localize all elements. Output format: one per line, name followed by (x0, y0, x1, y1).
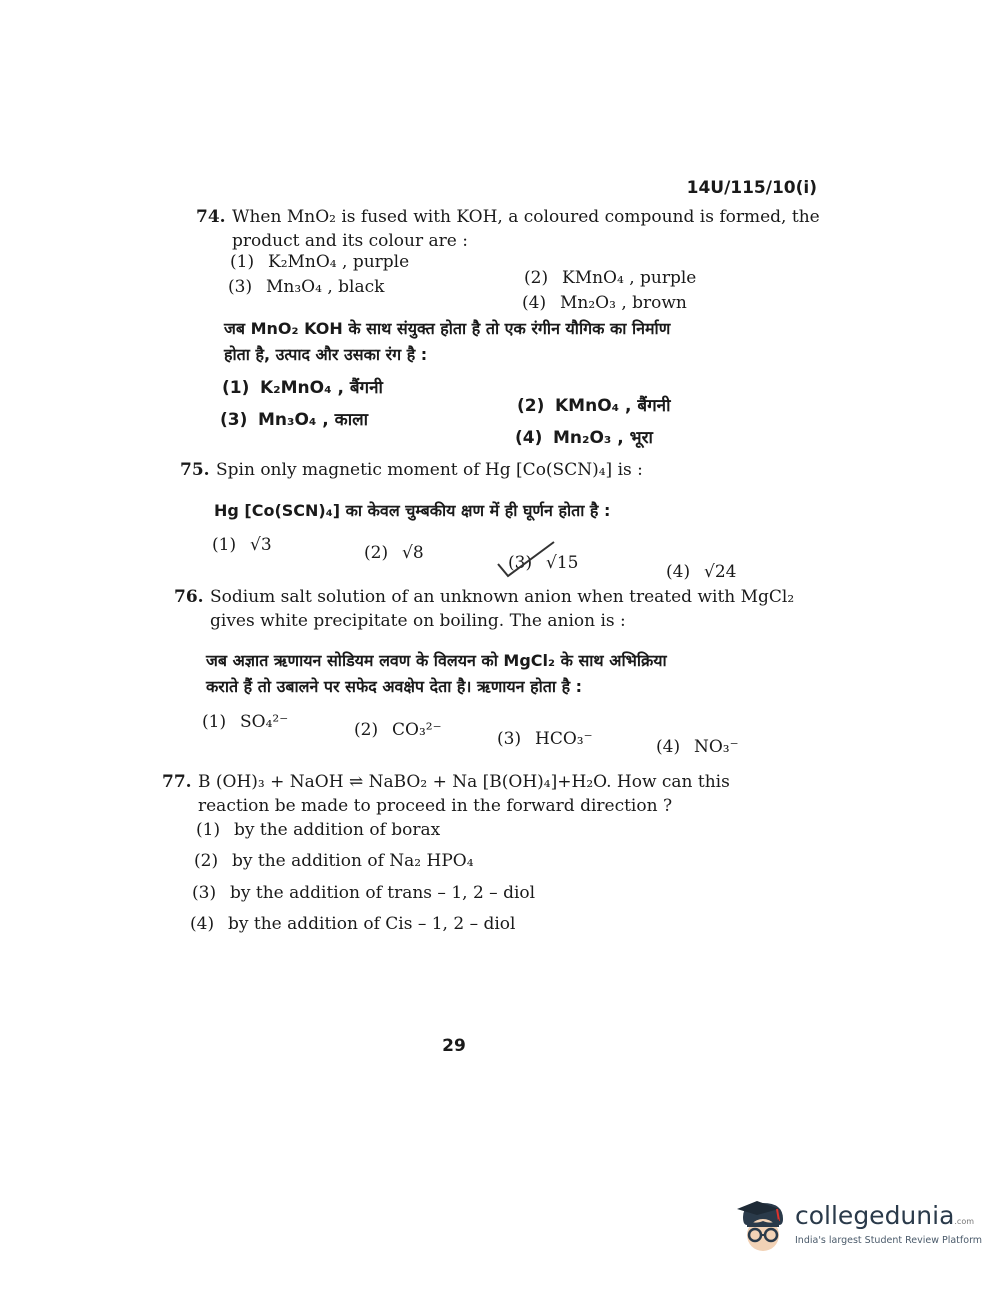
question-76 (174, 585, 810, 633)
question-text-en: gives white precipitate on boiling. The anion is : (210, 611, 626, 631)
option-3: (3) √15 (508, 553, 579, 573)
option-1: (1) SO₄²⁻ (202, 712, 289, 732)
question-text-en: product and its colour are : (232, 231, 468, 251)
page-number: 29 (442, 1036, 466, 1056)
collegedunia-logo (733, 1195, 983, 1255)
option-2: (2) √8 (364, 543, 424, 563)
question-75-hindi: Hg [Co(SCN)₄] का केवल चुम्बकीय क्षण में ही घूर्णन होता है : (214, 501, 611, 520)
logo-suffix: .com (954, 1217, 975, 1226)
option-2: (2) KMnO₄ , purple (524, 268, 697, 288)
option-1-hindi: (1) K₂MnO₄ , बैंगनी (222, 378, 383, 398)
option-4: (4) by the addition of Cis – 1, 2 – diol (190, 914, 516, 934)
question-number: 75. (180, 460, 210, 480)
paper-code: 14U/115/10(i) (686, 178, 817, 198)
option-1: (1) by the addition of borax (196, 820, 441, 840)
option-2: (2) by the addition of Na₂ HPO₄ (194, 851, 474, 871)
logo-name: collegedunia (795, 1201, 955, 1230)
answer-tick-mark (496, 540, 556, 580)
question-text-en: B (OH)₃ + NaOH ⇌ NaBO₂ + Na [B(OH)₄]+H₂O. How can this (198, 772, 730, 792)
option-4: (4) Mn₂O₃ , brown (522, 293, 687, 313)
question-text-en: reaction be made to proceed in the forward direction ? (198, 796, 673, 816)
question-77 (162, 770, 798, 818)
option-1: (1) K₂MnO₄ , purple (230, 252, 410, 272)
question-76-hindi: जब अज्ञात ऋणायन सोडियम लवण के विलयन को MgCl₂ के साथ अभिक्रिया कराते हैं तो उबालने पर सफेद अवक्षेप देता है। ऋणायन होता है : (206, 651, 667, 696)
option-4: (4) NO₃⁻ (656, 737, 739, 757)
question-74-hindi: जब MnO₂ KOH के साथ संयुक्त होता है तो एक रंगीन यौगिक का निर्माण होता है, उत्पाद और उसका रंग है : (224, 319, 671, 364)
option-1: (1) √3 (212, 535, 272, 555)
option-2: (2) CO₃²⁻ (354, 720, 442, 740)
logo-tagline: India's largest Student Review Platform (795, 1235, 983, 1246)
option-2-hindi: (2) KMnO₄ , बैंगनी (517, 396, 671, 416)
question-74 (196, 205, 822, 253)
question-75 (180, 458, 816, 482)
question-number: 76. (174, 587, 204, 607)
option-3: (3) Mn₃O₄ , black (228, 277, 385, 297)
mascot-icon (733, 1195, 793, 1255)
option-4: (4) √24 (666, 562, 737, 582)
option-4-hindi: (4) Mn₂O₃ , भूरा (515, 428, 653, 448)
question-number: 74. (196, 207, 226, 227)
question-number: 77. (162, 772, 192, 792)
option-3: (3) by the addition of trans – 1, 2 – diol (192, 883, 536, 903)
question-text-en: When MnO₂ is fused with KOH, a coloured compound is formed, the (232, 207, 820, 227)
option-3: (3) HCO₃⁻ (497, 729, 593, 749)
question-text-en: Sodium salt solution of an unknown anion when treated with MgCl₂ (210, 587, 795, 607)
question-text-en: Spin only magnetic moment of Hg [Co(SCN)₄] is : (216, 460, 643, 480)
option-3-hindi: (3) Mn₃O₄ , काला (220, 410, 369, 430)
